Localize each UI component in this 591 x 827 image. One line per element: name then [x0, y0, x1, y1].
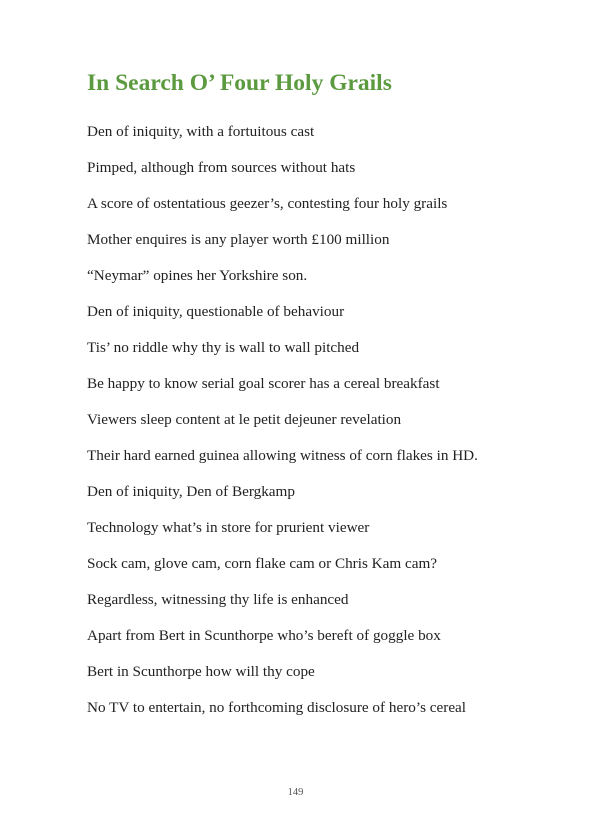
poem-line: A score of ostentatious geezer’s, contesting four holy grails — [87, 195, 448, 212]
page-number: 149 — [287, 787, 304, 798]
poem-line: Den of iniquity, Den of Bergkamp — [87, 483, 295, 500]
page-title: In Search O’ Four Holy Grails — [87, 70, 392, 96]
poem-line: Den of iniquity, questionable of behaviour — [87, 303, 345, 320]
poem-line: Technology what’s in store for prurient viewer — [87, 519, 370, 536]
poem-line: Pimped, although from sources without hats — [87, 159, 356, 176]
poem-line: Den of iniquity, with a fortuitous cast — [87, 123, 315, 140]
poem-line: Sock cam, glove cam, corn flake cam or Chris Kam cam? — [87, 555, 438, 572]
poem-line: Apart from Bert in Scunthorpe who’s bereft of goggle box — [87, 627, 441, 644]
poem-line: Viewers sleep content at le petit dejeuner revelation — [87, 411, 402, 428]
poem-line: Be happy to know serial goal scorer has a cereal breakfast — [87, 375, 440, 392]
poem-line: Tis’ no riddle why thy is wall to wall pitched — [87, 339, 360, 356]
poem-line: Regardless, witnessing thy life is enhanced — [87, 591, 349, 608]
poem-line: Their hard earned guinea allowing witness of corn flakes in HD. — [87, 447, 478, 464]
poem-line: No TV to entertain, no forthcoming disclosure of hero’s cereal — [87, 699, 467, 716]
poem-line: Mother enquires is any player worth £100 million — [87, 231, 390, 248]
poem-line: “Neymar” opines her Yorkshire son. — [87, 267, 308, 284]
poem-line: Bert in Scunthorpe how will thy cope — [87, 663, 315, 680]
poem-body — [87, 121, 504, 733]
